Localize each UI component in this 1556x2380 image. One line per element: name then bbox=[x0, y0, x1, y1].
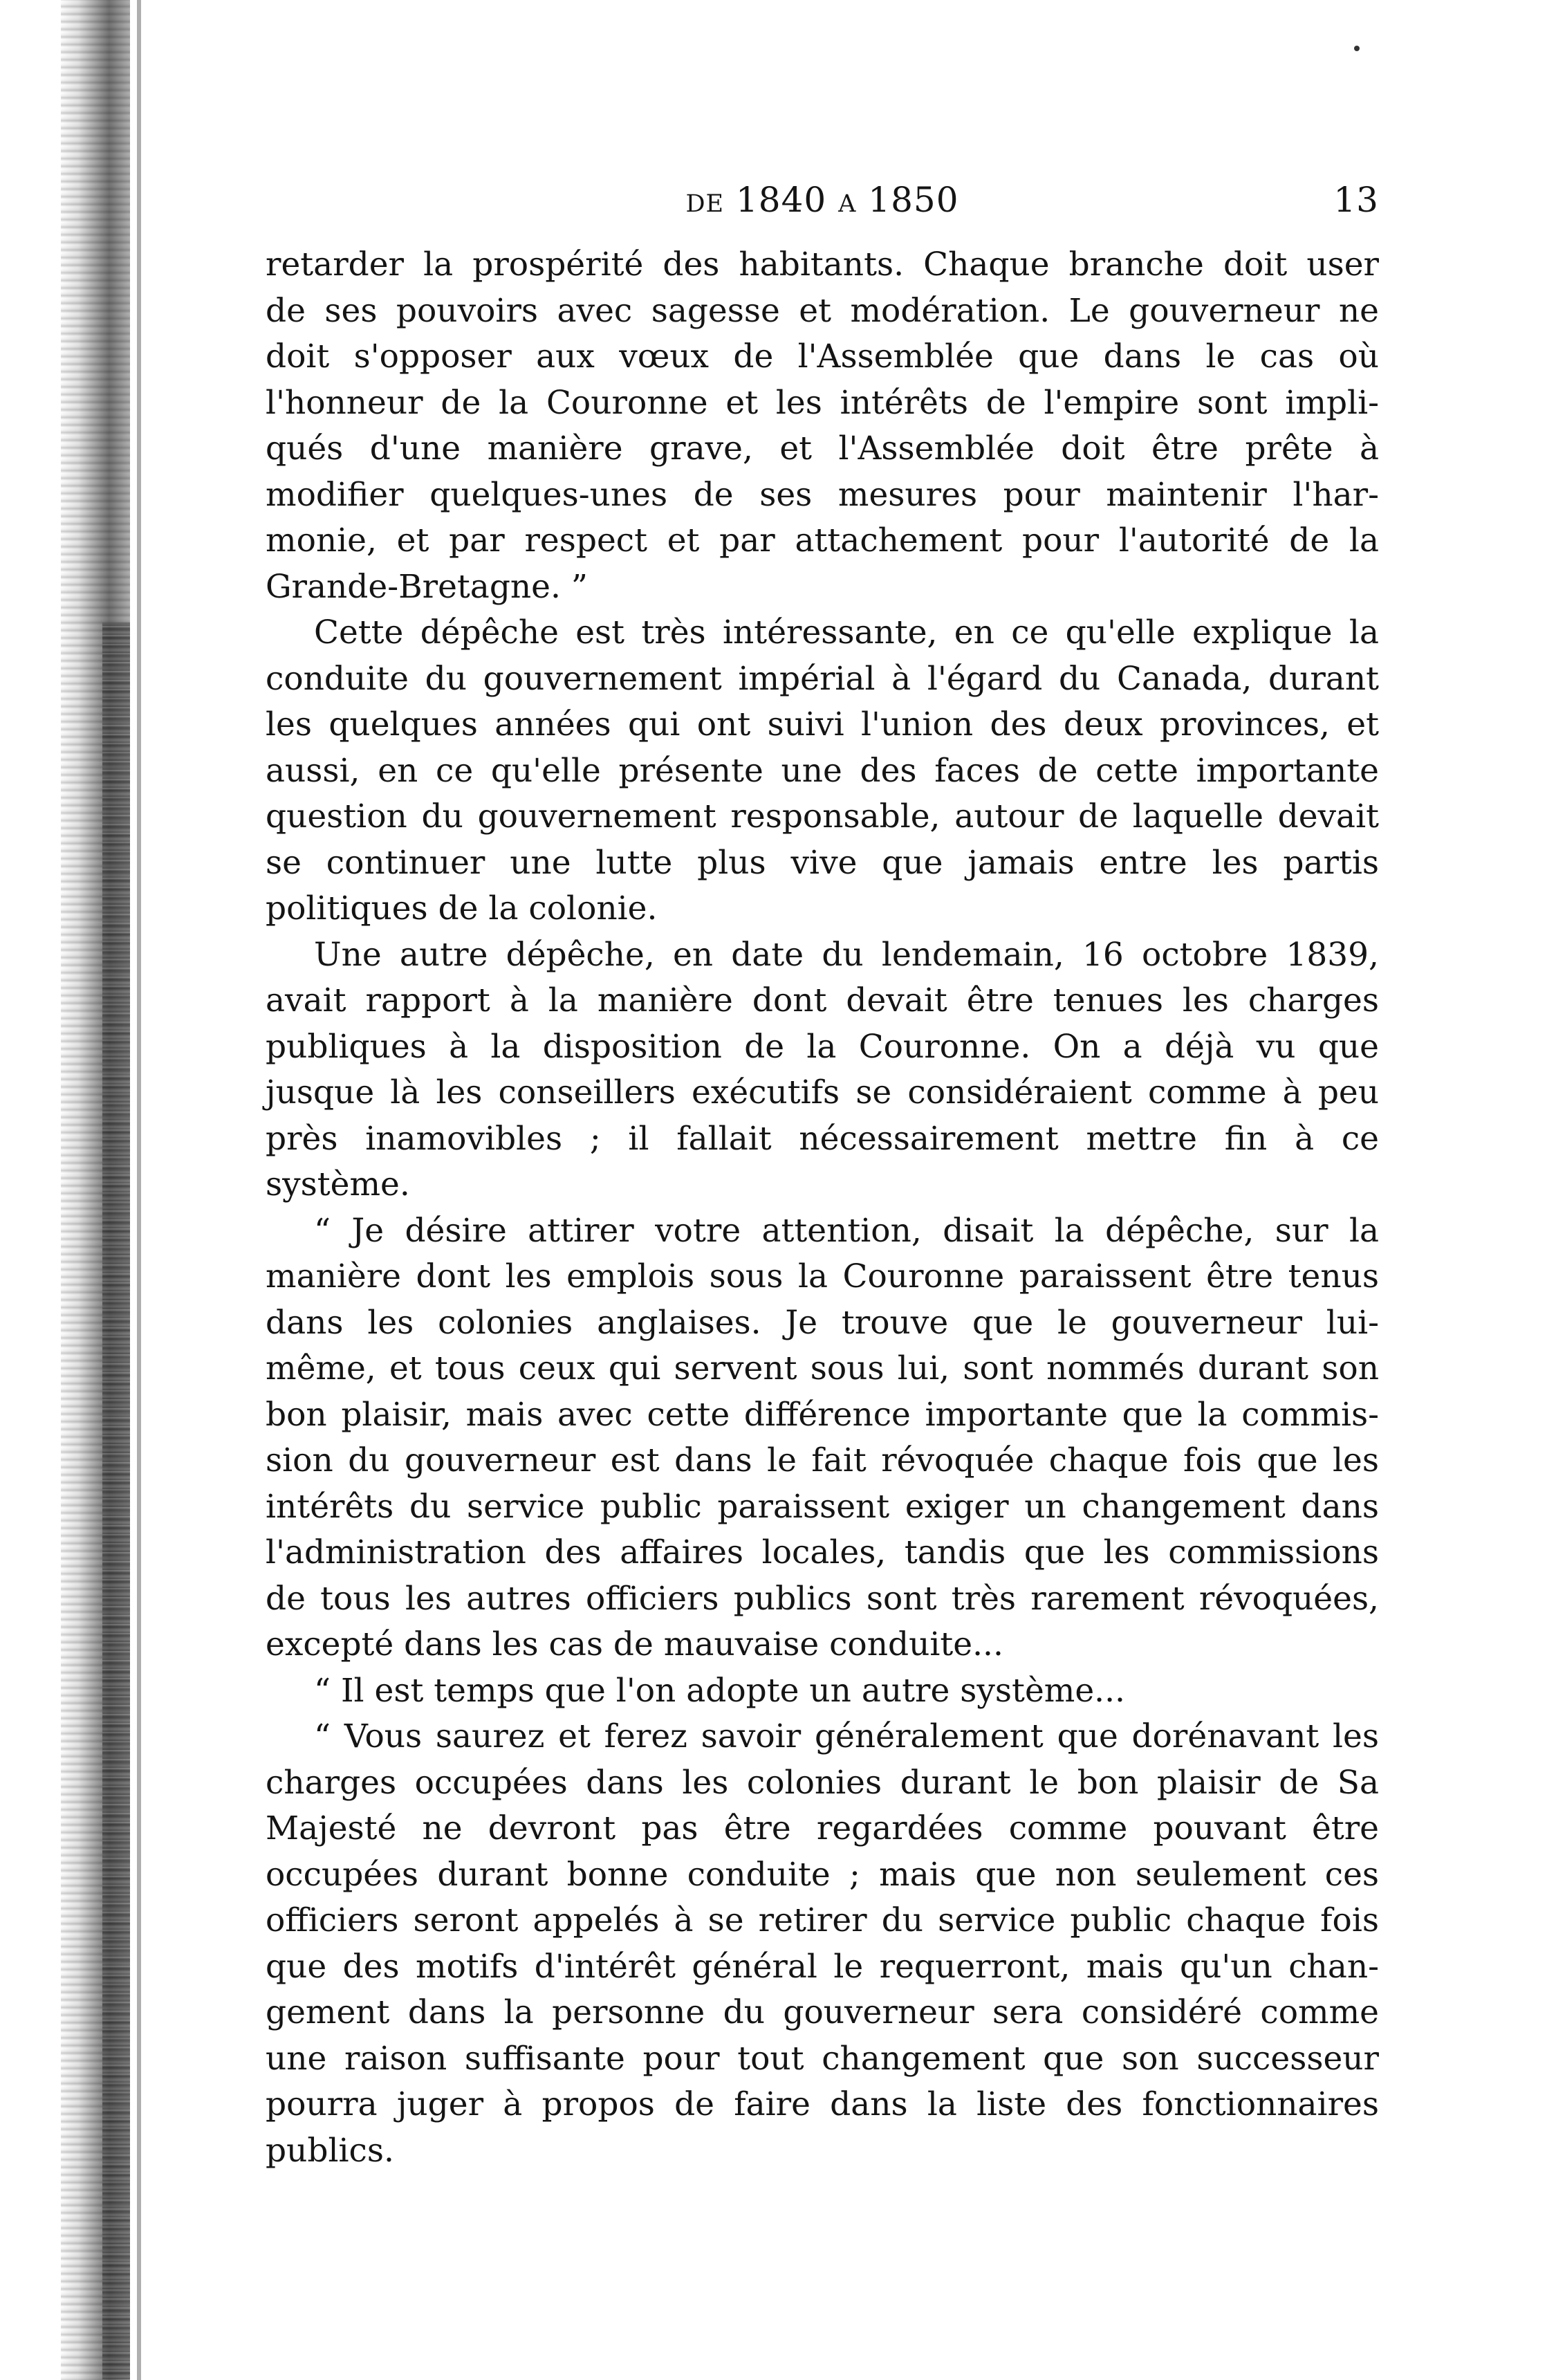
text-line: “ Il est temps que l'on adopte un autre système... bbox=[314, 1671, 1125, 1710]
text-line: système. bbox=[266, 1165, 410, 1203]
text-line: Majesté ne devront pas être regardées comme pouvant être bbox=[266, 1809, 1379, 1847]
text-line: “ Je désire attirer votre attention, disait la dépêche, sur la bbox=[314, 1211, 1379, 1250]
text-line: jusque là les conseillers exécutifs se considéraient comme à peu bbox=[266, 1073, 1379, 1111]
text-line: l'honneur de la Couronne et les intérêts de l'empire sont impli- bbox=[266, 383, 1379, 422]
text-line: question du gouvernement responsable, autour de laquelle devait bbox=[266, 797, 1379, 836]
running-title: de 1840 a 1850 bbox=[685, 180, 959, 220]
text-line: publiques à la disposition de la Couronne. On a déjà vu que bbox=[266, 1027, 1379, 1066]
text-line: charges occupées dans les colonies durant le bon plaisir de Sa bbox=[266, 1763, 1379, 1802]
text-line: publics. bbox=[266, 2131, 394, 2170]
text-line: près inamovibles ; il fallait nécessairement mettre fin à ce bbox=[266, 1119, 1379, 1158]
text-line: pourra juger à propos de faire dans la liste des fonctionnaires bbox=[266, 2085, 1379, 2123]
text-line: de ses pouvoirs avec sagesse et modération. Le gouverneur ne bbox=[266, 291, 1379, 330]
text-line: Une autre dépêche, en date du lendemain, 16 octobre 1839, bbox=[314, 935, 1379, 974]
text-line: Grande-Bretagne. ” bbox=[266, 567, 588, 606]
text-line: l'administration des affaires locales, tandis que les commissions bbox=[266, 1533, 1379, 1571]
text-line: se continuer une lutte plus vive que jamais entre les partis bbox=[266, 843, 1379, 882]
text-line: officiers seront appelés à se retirer du service public chaque fois bbox=[266, 1901, 1379, 1939]
scan-speck bbox=[1354, 46, 1360, 51]
book-page bbox=[266, 180, 1379, 2174]
paragraph bbox=[266, 242, 1379, 610]
text-line: les quelques années qui ont suivi l'union des deux provinces, et bbox=[266, 705, 1379, 744]
text-line: même, et tous ceux qui servent sous lui, sont nommés durant son bbox=[266, 1349, 1379, 1387]
text-line: manière dont les emplois sous la Couronne paraissent être tenus bbox=[266, 1257, 1379, 1295]
text-line: de tous les autres officiers publics sont très rarement révoquées, bbox=[266, 1579, 1379, 1618]
text-line: conduite du gouvernement impérial à l'égard du Canada, durant bbox=[266, 659, 1379, 698]
paragraph bbox=[266, 1668, 1379, 1715]
text-line: aussi, en ce qu'elle présente une des faces de cette importante bbox=[266, 751, 1379, 790]
text-line: doit s'opposer aux vœux de l'Assemblée que dans le cas où bbox=[266, 338, 1379, 376]
text-line: bon plaisir, mais avec cette différence importante que la commis- bbox=[266, 1395, 1379, 1434]
paragraph bbox=[266, 1714, 1379, 2174]
text-line: qués d'une manière grave, et l'Assemblée doit être prête à bbox=[266, 430, 1379, 468]
text-line: dans les colonies anglaises. Je trouve que le gouverneur lui- bbox=[266, 1303, 1379, 1342]
paragraph bbox=[266, 932, 1379, 1208]
text-line: une raison suffisante pour tout changement que son successeur bbox=[266, 2039, 1379, 2078]
text-line: intérêts du service public paraissent exiger un changement dans bbox=[266, 1487, 1379, 1526]
text-line: “ Vous saurez et ferez savoir généralement que dorénavant les bbox=[314, 1717, 1379, 1755]
text-line: avait rapport à la manière dont devait être tenues les charges bbox=[266, 981, 1379, 1020]
scanned-binding-edge bbox=[61, 0, 130, 2380]
text-line: retarder la prospérité des habitants. Chaque branche doit user bbox=[266, 246, 1379, 284]
page-number: 13 bbox=[1333, 180, 1379, 220]
paragraph bbox=[266, 1208, 1379, 1668]
text-line: gement dans la personne du gouverneur sera considéré comme bbox=[266, 1993, 1379, 2031]
running-head bbox=[266, 180, 1379, 242]
text-line: modifier quelques-unes de ses mesures pour maintenir l'har- bbox=[266, 475, 1379, 514]
paragraph bbox=[266, 610, 1379, 932]
text-line: sion du gouverneur est dans le fait révoquée chaque fois que les bbox=[266, 1441, 1379, 1479]
text-line: politiques de la colonie. bbox=[266, 889, 658, 928]
text-line: occupées durant bonne conduite ; mais que non seulement ces bbox=[266, 1855, 1379, 1894]
body-text bbox=[266, 242, 1379, 2174]
text-line: monie, et par respect et par attachement pour l'autorité de la bbox=[266, 522, 1379, 560]
text-line: excepté dans les cas de mauvaise conduite... bbox=[266, 1625, 1003, 1663]
text-line: que des motifs d'intérêt général le requerront, mais qu'un chan- bbox=[266, 1947, 1379, 1986]
text-line: Cette dépêche est très intéressante, en ce qu'elle explique la bbox=[314, 614, 1379, 652]
